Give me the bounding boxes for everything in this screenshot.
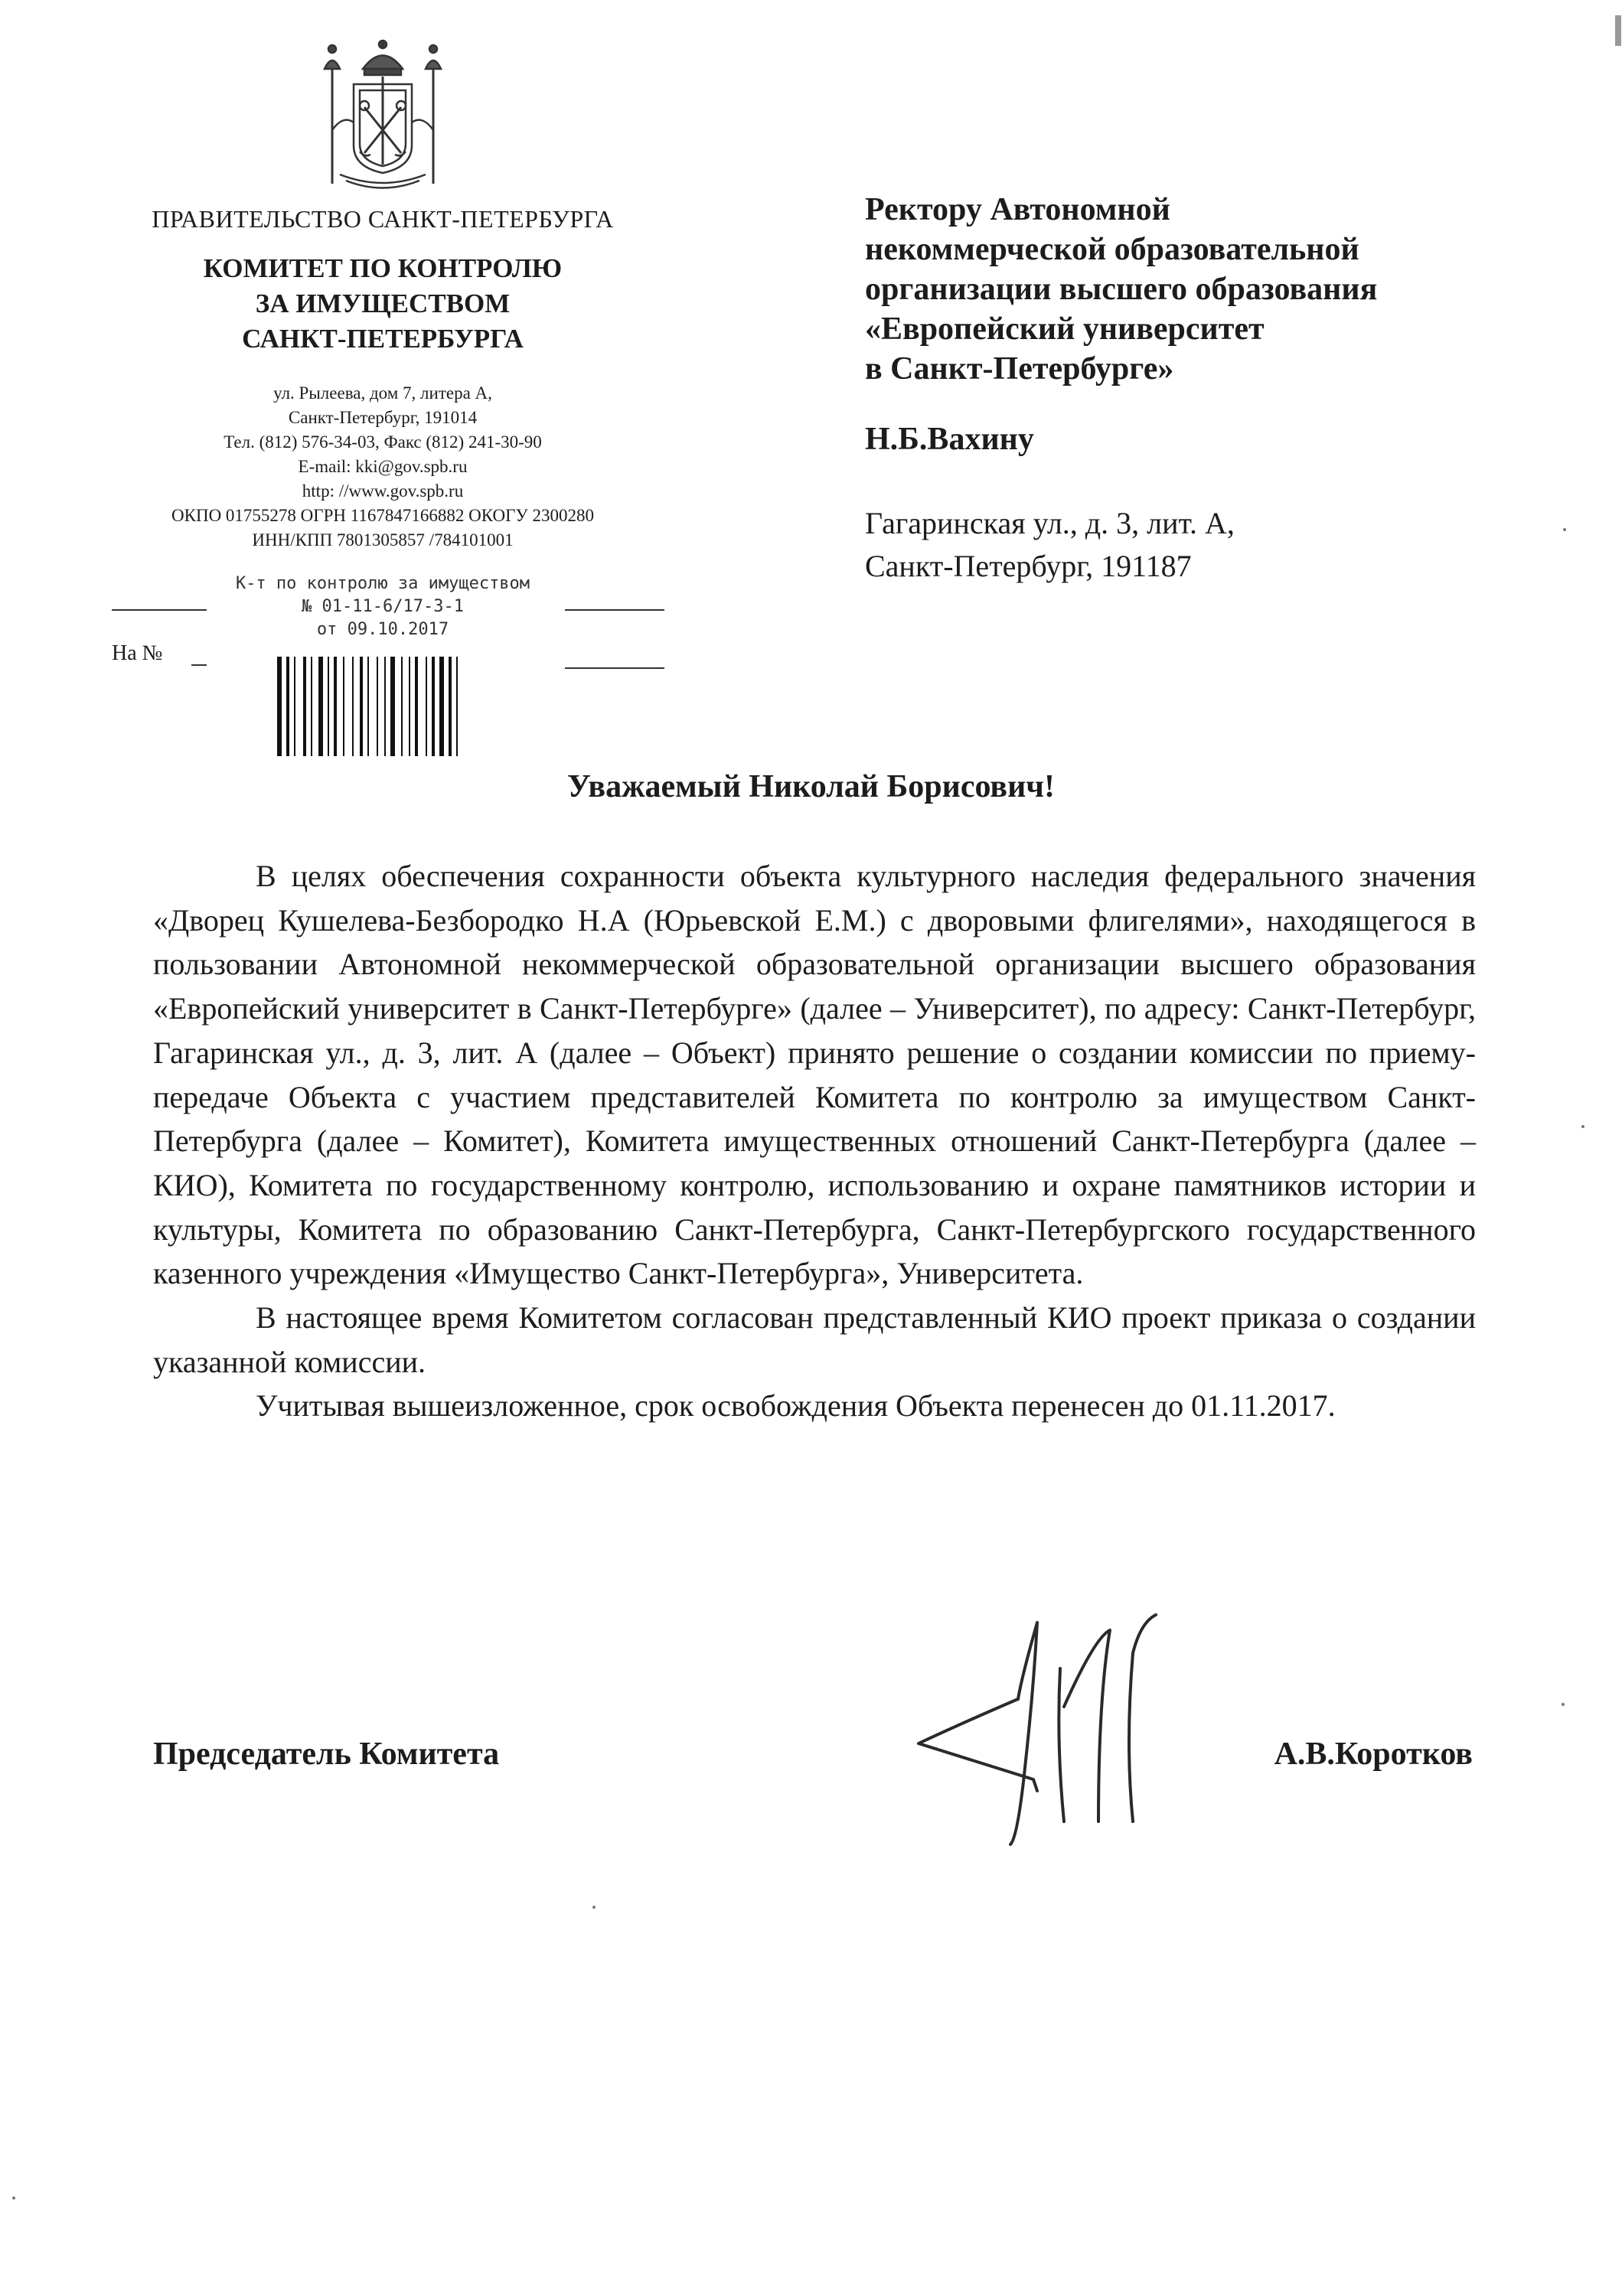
- barcode-bar: [415, 657, 418, 756]
- contact-line: ИНН/КПП 7801305857 /784101001: [252, 530, 514, 550]
- addressee-block: [865, 190, 1554, 588]
- body-paragraph: Учитывая вышеизложенное, срок освобождения Объекта перенесен до 01.11.2017.: [256, 1388, 1336, 1424]
- barcode-icon: [274, 657, 485, 756]
- addressee-address: [865, 502, 1554, 588]
- addressee-line: «Европейский университет: [865, 311, 1265, 347]
- contact-details: [92, 381, 674, 553]
- scan-speck: [592, 1906, 596, 1909]
- barcode-bar: [432, 657, 435, 756]
- scan-speck: [1581, 1125, 1584, 1128]
- barcode-bar: [449, 657, 452, 756]
- barcode-bar: [377, 657, 378, 756]
- signatory-name: А.В.Коротков: [1274, 1737, 1473, 1772]
- barcode-bar: [294, 657, 295, 756]
- scan-speck: [1562, 1703, 1565, 1706]
- barcode-bar: [409, 657, 410, 756]
- handwritten-signature: [903, 1607, 1179, 1852]
- registration-stamp: [191, 572, 574, 641]
- outgoing-number-rule: [112, 609, 207, 611]
- reference-number-label: На №: [112, 641, 163, 665]
- barcode-bar: [303, 657, 306, 756]
- spb-coat-of-arms-icon: [309, 38, 456, 195]
- barcode-bar: [352, 657, 354, 756]
- barcode-bar: [334, 657, 337, 756]
- committee-line: ЗА ИМУЩЕСТВОМ: [255, 289, 511, 318]
- signatory-title: Председатель Комитета: [153, 1737, 500, 1772]
- committee-line: САНКТ-ПЕТЕРБУРГА: [242, 324, 524, 354]
- addressee-line: организации высшего образования: [865, 272, 1378, 307]
- addressee-line: некоммерческой образовательной: [865, 232, 1359, 267]
- barcode-bar: [426, 657, 427, 756]
- barcode-bar: [328, 657, 329, 756]
- addressee-line: Ректору Автономной: [865, 192, 1170, 227]
- scan-speck: [1615, 15, 1621, 46]
- reference-number-rule: [191, 664, 207, 666]
- barcode-bar: [439, 657, 444, 756]
- contact-line: ОКПО 01755278 ОГРН 1167847166882 ОКОГУ 2300280: [171, 506, 594, 525]
- address-line: Санкт-Петербург, 191187: [865, 549, 1192, 583]
- stamp-line: от 09.10.2017: [316, 620, 449, 639]
- contact-line: http: //www.gov.spb.ru: [302, 481, 464, 501]
- contact-line: E-mail: kki@gov.spb.ru: [298, 457, 468, 476]
- contact-line: ул. Рылеева, дом 7, литера А,: [273, 383, 492, 403]
- barcode-bar: [390, 657, 395, 756]
- stamp-line: № 01-11-6/17-3-1: [302, 597, 464, 616]
- barcode-bar: [277, 657, 282, 756]
- scan-speck: [1563, 528, 1566, 531]
- reference-date-rule: [565, 667, 664, 669]
- body-paragraph: В целях обеспечения сохранности объекта культурного наследия федерального значения «Дворец Кушелева-Безбородко Н.А (Юрьевской Е.М.) с дворовыми флигелями», находящегося в пользовании Автономной некоммерческой образовательной организации высшего образования «Европейский университет в Санкт-Петербурге» (далее – Университет), по адресу: Санкт-Петербург, Гагаринская ул., д. 3, лит. А (далее – Объект) принято решение о создании комиссии по приему-передаче Объекта с участием представителей Комитета по контролю за имуществом Санкт-Петербурга (далее – Комитет), Комитета имущественных отношений Санкт-Петербурга (далее – КИО), Комитета по государственному контролю, использованию и охране памятников истории и культуры, Комитета по образованию Санкт-Петербурга, Санкт-Петербургского государственного казенного учреждения «Имущество Санкт-Петербурга», Университета.: [153, 859, 1476, 1291]
- salutation: Уважаемый Николай Борисович!: [567, 769, 1055, 804]
- barcode-bar: [456, 657, 458, 756]
- barcode-bar: [367, 657, 369, 756]
- committee-line: КОМИТЕТ ПО КОНТРОЛЮ: [203, 253, 563, 283]
- barcode-bar: [384, 657, 386, 756]
- body-paragraph: В настоящее время Комитетом согласован представленный КИО проект приказа о создании указанной комиссии.: [153, 1300, 1476, 1379]
- addressee-line: в Санкт-Петербурге»: [865, 351, 1174, 386]
- barcode-bar: [311, 657, 312, 756]
- address-line: Гагаринская ул., д. 3, лит. А,: [865, 506, 1235, 540]
- committee-name: [92, 251, 674, 357]
- barcode-bar: [401, 657, 403, 756]
- government-name: ПРАВИТЕЛЬСТВО САНКТ-ПЕТЕРБУРГА: [152, 205, 614, 233]
- addressee-name: Н.Б.Вахину: [865, 422, 1034, 457]
- barcode-bar: [286, 657, 289, 756]
- barcode-bar: [343, 657, 344, 756]
- scan-speck: [12, 2197, 15, 2200]
- barcode-bar: [360, 657, 363, 756]
- contact-line: Санкт-Петербург, 191014: [288, 408, 478, 427]
- contact-line: Тел. (812) 576-34-03, Факс (812) 241-30-90: [224, 432, 542, 452]
- outgoing-number-rule: [565, 609, 664, 611]
- barcode-bar: [318, 657, 323, 756]
- stamp-line: К-т по контролю за имуществом: [235, 574, 530, 593]
- letter-body: [153, 854, 1476, 1428]
